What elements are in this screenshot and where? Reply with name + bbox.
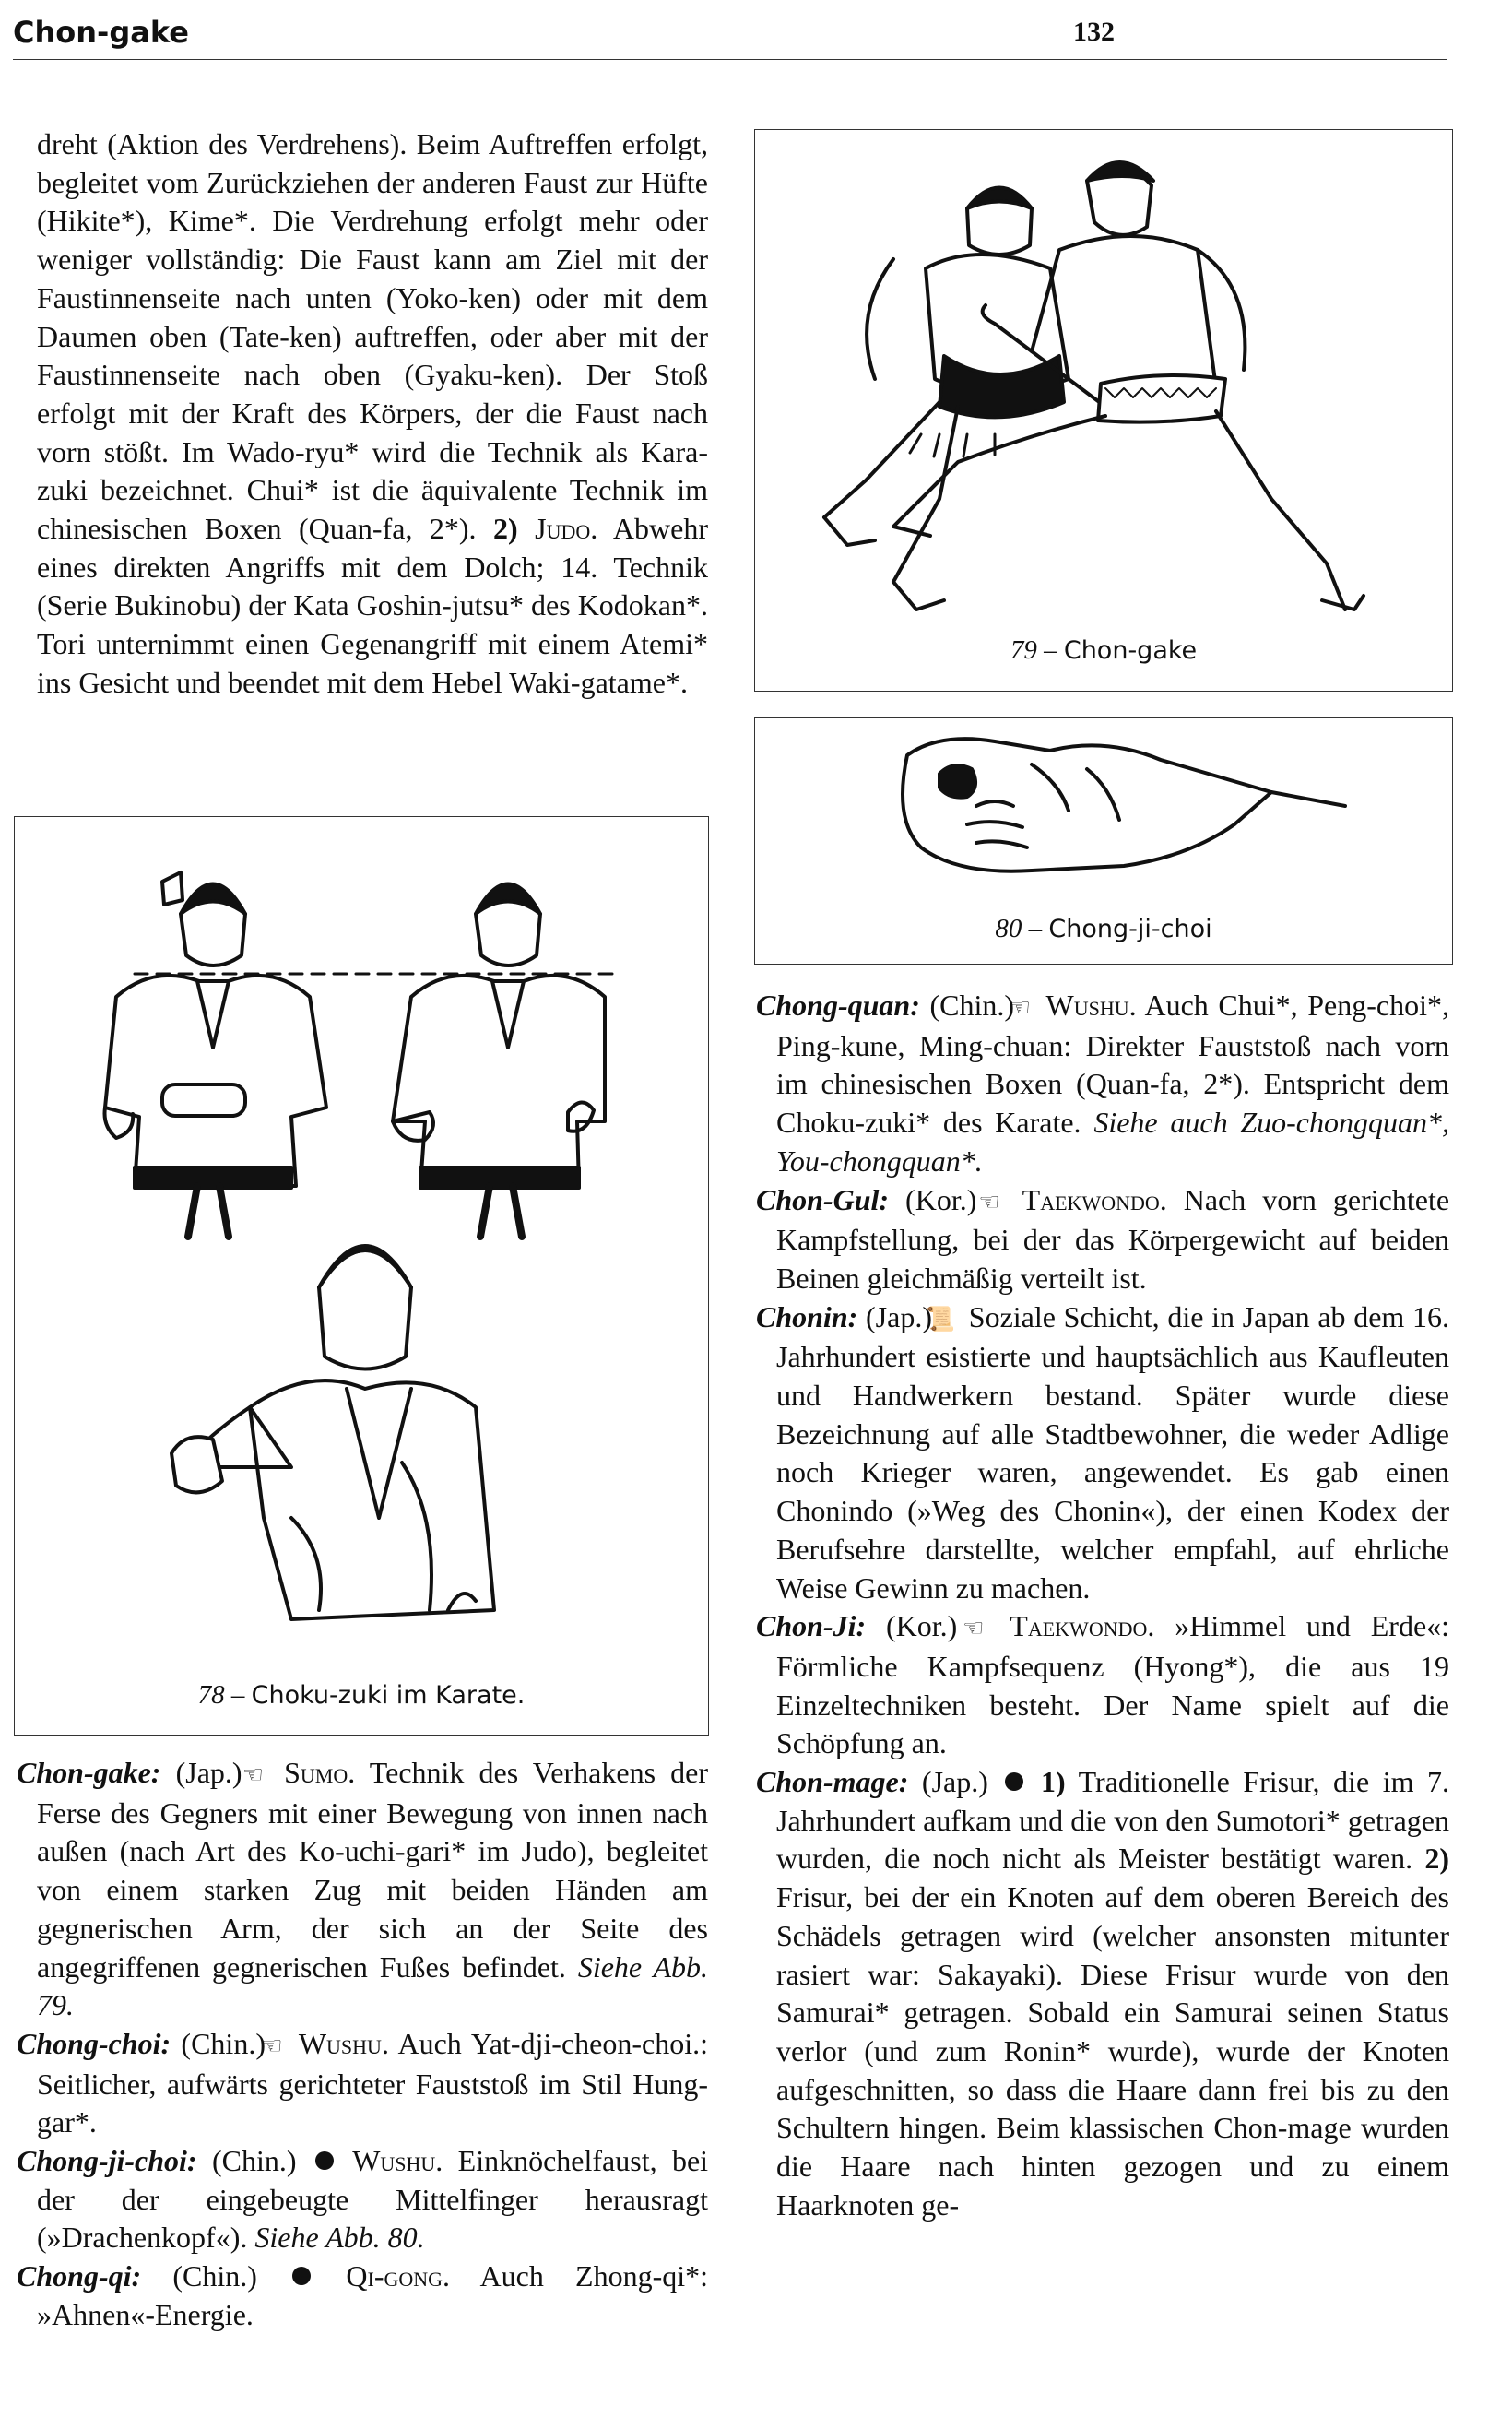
sense-number-1: 1) (1041, 1765, 1066, 1799)
headword: Chong-quan: (756, 989, 920, 1022)
see-reference: Siehe auch Zuo-chongquan*, You-chongquan*. (776, 1106, 1449, 1178)
entry-text: Traditionelle Frisur, die im 7. Jahrhundert aufkam und die von den Sumotori* getragen wurden, die noch nicht als Meister bestätigt waren. (776, 1765, 1450, 1876)
language-tag: (Chin.) (172, 2259, 257, 2293)
entry-text: Soziale Schicht, die in Japan ab dem 16. Jahrhundert esistierte und hauptsächlich aus Kaufleuten und Handwerkern bestand. Später wurde diese Bezeichnung auf alle Stadtbewohner, die weder Adlige noch Krieger waren, angewendet. Es gab einen Chonindo (»Weg des Chonin«), der einen Kodex der Berufsehre darstellte, welcher empfahl, auf ehrliche Weise Gewinn zu machen. (776, 1299, 1450, 1605)
figure-79-number: 79 (1010, 635, 1037, 665)
hand-icon: ☜ (261, 2032, 283, 2059)
intro-text: dreht (Aktion des Verdrehens). Beim Auftreffen erfolgt, begleitet vom Zurückziehen der anderen Faust zur Hüfte (Hikite*), Kime*. Die Verdrehung erfolgt mehr oder weniger vollständig: Die Faust kann am Ziel mit der Faustinnenseite nach unten (Yoko-ken) oder mit dem Daumen oben (Tate-ken) auftreffen, oder aber mit der Faustinnenseite nach oben (Gyaku-ken). Der Stoß erfolgt mit der Kraft des Körpers, der die Faust nach vorn stößt. Im Wado-ryu* wird die Technik als Kara-zuki bezeichnet. Chui* ist die äquivalente Technik im chinesischen Boxen (Quan-fa, 2*). (37, 127, 708, 546)
headword: Chong-choi: (17, 2026, 171, 2060)
intro-part2-domain: Judo. (535, 512, 598, 546)
dot-icon (315, 2151, 334, 2170)
language-tag: (Jap.) (866, 1299, 932, 1333)
domain-tag: Wushu. (352, 2144, 443, 2178)
domain-tag: Taekwondo. (1010, 1609, 1155, 1643)
intro-paragraph (37, 125, 708, 703)
hand-icon: ☜ (963, 1615, 985, 1642)
hand-icon: ☜ (978, 1188, 1000, 1215)
see-reference: Siehe Abb. 80. (254, 2221, 425, 2255)
left-entries (17, 1754, 708, 2335)
entry-text: Auch Yat-dji-cheon-choi.: Seitlicher, aufwärts gerichteter Fauststoß im Stil Hung-gar*. (37, 2026, 709, 2139)
language-tag: (Jap.) (921, 1765, 988, 1799)
entry-text: Nach vorn gerichtete Kampfstellung, bei der das Körpergewicht auf beiden Beinen gleichmäßig verteilt ist. (776, 1182, 1450, 1295)
entry-chong-ji-choi (17, 2142, 708, 2257)
dot-icon (292, 2267, 311, 2285)
headword: Chong-qi: (17, 2259, 142, 2293)
running-title: Chon-gake (13, 15, 189, 50)
figure-78-title: Choku-zuki im Karate. (251, 1681, 526, 1710)
page-number: 132 (1073, 17, 1115, 47)
figure-79-title: Chon-gake (1063, 636, 1198, 665)
figure-79 (754, 129, 1453, 692)
hand-icon: ☜ (242, 1761, 264, 1788)
entry-chon-gake (17, 1754, 708, 2025)
karate-choku-zuki-illustration (15, 817, 708, 1665)
right-entries (756, 987, 1449, 2225)
headword: Chon-Ji: (756, 1609, 867, 1643)
hand-icon: ☜ (1009, 994, 1031, 1021)
domain-tag: Taekwondo. (1022, 1182, 1167, 1216)
entry-chon-gul (756, 1181, 1449, 1298)
language-tag: (Kor.) (885, 1609, 958, 1643)
figure-78-caption: 78 – Choku-zuki im Karate. (197, 1680, 526, 1710)
language-tag: (Kor.) (905, 1182, 977, 1216)
headword: Chonin: (756, 1299, 858, 1333)
entry-text: »Himmel und Erde«: Förmliche Kampfsequenz (Hyong*), die aus 19 Einzeltechniken besteht. Der Name spielt auf die Schöpfung an. (776, 1609, 1450, 1760)
figure-80-title: Chong-ji-choi (1048, 915, 1212, 943)
figure-78-number: 78 (197, 1680, 225, 1710)
figure-80 (754, 717, 1453, 965)
figure-80-number: 80 (995, 914, 1022, 943)
entry-text: Einknöchelfaust, bei der der eingebeugte Mittelfinger herausragt (»Drachenkopf«). (37, 2144, 709, 2255)
figure-78 (14, 816, 709, 1736)
domain-tag: Sumo. (284, 1756, 356, 1789)
intro-part2-number: 2) (493, 512, 518, 546)
entry-chon-ji (756, 1607, 1449, 1763)
intro-part2-text: Abwehr eines direkten Angriffs mit dem Dolch; 14. Technik (Serie Bukinobu) der Kata Goshin-jutsu* des Kodokan*. Tori unternimmt einen Gegenangriff mit einem Atemi* ins Gesicht und beendet mit dem Hebel Waki-gatame*. (37, 512, 708, 699)
entry-chong-qi (17, 2257, 708, 2334)
domain-tag: Qi-gong. (346, 2259, 451, 2293)
entry-text-2: Frisur, bei der ein Knoten auf dem oberen Bereich des Schädels getragen wird (welcher ansonsten mitunter rasiert war: Sakayaki). Diese Frisur wurde von den Samurai* getragen. Sobald ein Samurai seinen Status verlor (und zum Ronin* wurde), wurde der Knoten aufgeschnitten, so dass die Haare dann frei bis zu den Schultern hingen. Beim klassischen Chon-mage wurden die Haare nach hinten gezogen und zu einem Haarknoten ge- (776, 1880, 1449, 2222)
entry-chong-quan (756, 987, 1449, 1181)
sumo-chon-gake-illustration (755, 130, 1452, 633)
headword: Chon-Gul: (756, 1182, 890, 1216)
language-tag: (Chin.) (211, 2144, 297, 2178)
entry-text: Auch Chui*, Peng-choi*, Ping-kune, Ming-chuan: Direkter Fauststoß nach vorn im chinesischen Boxen (Quan-fa, 2*). Entspricht dem Choku-zuki* des Karate. (776, 989, 1449, 1140)
entry-text: Auch Zhong-qi*: »Ahnen«-Energie. (37, 2259, 709, 2331)
domain-tag: Wushu. (298, 2026, 389, 2060)
language-tag: (Chin.) (181, 2026, 266, 2060)
headword: Chon-mage: (756, 1765, 909, 1799)
dot-icon (1005, 1772, 1023, 1791)
see-reference: Siehe Abb. 79. (37, 1949, 708, 2022)
dragon-head-fist-illustration (755, 718, 1452, 903)
running-head (13, 11, 1447, 60)
headword: Chon-gake: (17, 1756, 161, 1789)
language-tag: (Jap.) (175, 1756, 242, 1789)
entry-chon-mage (756, 1763, 1449, 2224)
headword: Chong-ji-choi: (17, 2144, 197, 2178)
language-tag: (Chin.) (929, 989, 1014, 1022)
sense-number-2: 2) (1424, 1842, 1449, 1876)
entry-text: Technik des Verhakens der Ferse des Gegners mit einer Bewegung von innen nach außen (nach Art des Ko-uchi-gari* im Judo), begleitet von einem starken Zug mit beiden Händen am gegnerischen Arm, der sich an der Seite des angegriffenen gegnerischen Fußes befindet. (37, 1756, 708, 1984)
scroll-icon: 📜 (925, 1305, 956, 1333)
entry-chong-choi (17, 2025, 708, 2142)
entry-chonin (756, 1298, 1449, 1608)
domain-tag: Wushu. (1045, 989, 1137, 1022)
figure-79-caption: 79 – Chon-gake (1010, 635, 1198, 665)
figure-80-caption: 80 – Chong-ji-choi (995, 914, 1212, 943)
